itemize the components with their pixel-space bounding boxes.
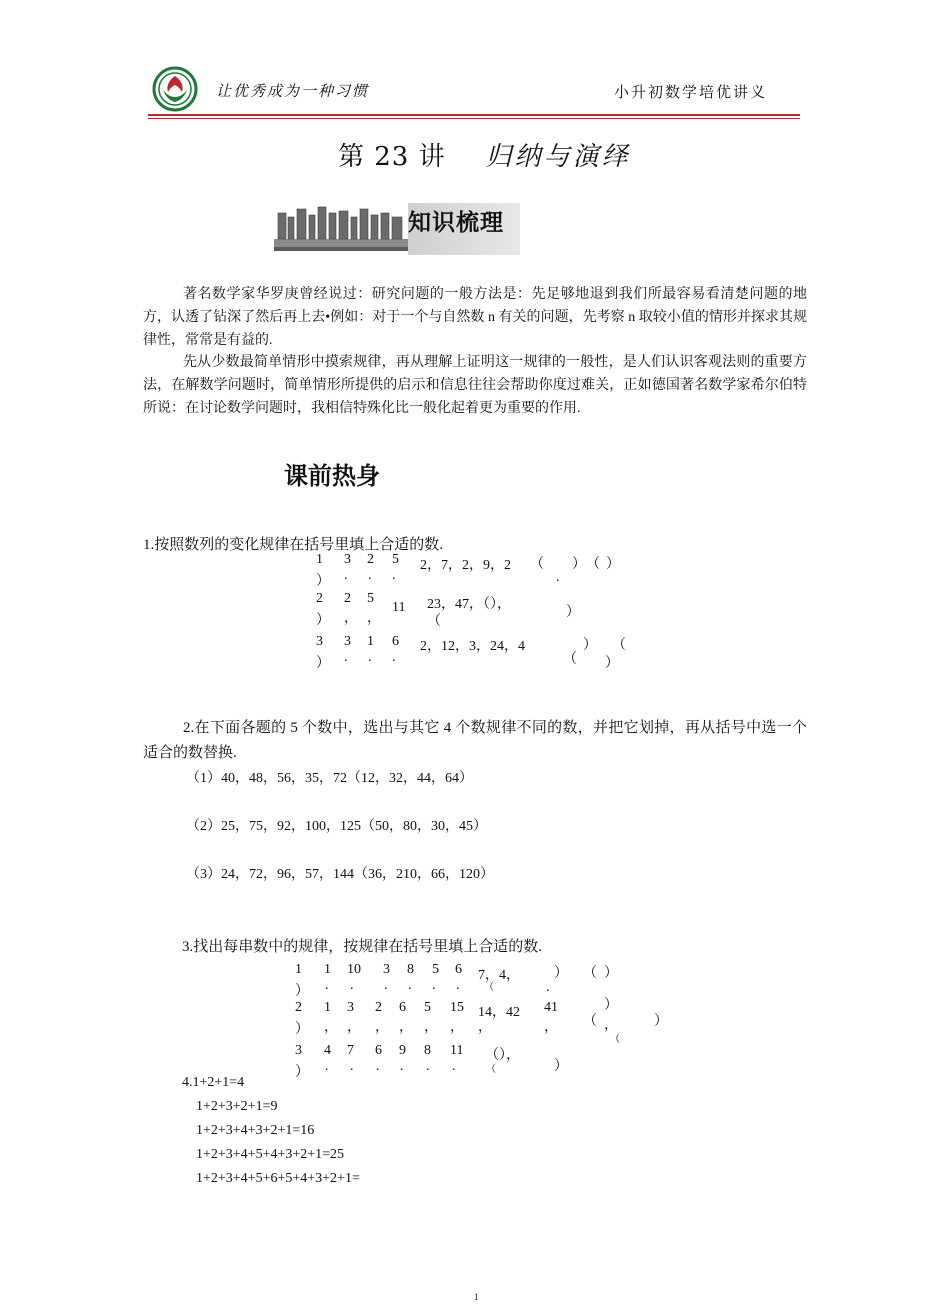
blank-paren: ） [604, 966, 618, 981]
seq-mark: ， [424, 1020, 438, 1035]
seq-mark: . [325, 978, 329, 993]
seq-cell: 5 [432, 962, 439, 977]
seq-mark: ， [344, 611, 358, 626]
seq-cell: 6 [399, 1000, 406, 1015]
blank-paren: （ [563, 652, 577, 667]
blank-paren: ） [554, 1059, 568, 1074]
lecture-number: 第 23 讲 [338, 142, 446, 172]
seq-mark: ） [316, 574, 330, 589]
seq-mark: . [556, 570, 560, 585]
seq-cell: 7 [347, 1043, 354, 1058]
blank-paren: （ [486, 1064, 496, 1075]
seq-mark: ） [316, 656, 330, 671]
header-slogan: 让优秀成为一种习惯 [216, 82, 370, 100]
seq-mark: . [344, 650, 348, 665]
seq-cell: 6 [455, 962, 462, 977]
blank-paren: （ [610, 1034, 620, 1045]
blank-paren: ） [554, 966, 568, 981]
seq-cell: 8 [424, 1043, 431, 1058]
blank-paren: ） [572, 557, 586, 572]
blank-paren: ） [605, 656, 619, 671]
seq-cell: 41 [544, 1000, 558, 1015]
seq-mark: ） [295, 1065, 309, 1080]
seq-mark: ， [399, 1020, 413, 1035]
seq-cell: 3 [316, 634, 323, 649]
question-4-line-2: 1+2+3+2+1=9 [196, 1099, 278, 1114]
seq-mark: ） [295, 1022, 309, 1037]
seq-mark: ， [604, 1018, 618, 1033]
seq-mark: . [456, 978, 460, 993]
seq-cell: 1 [295, 962, 302, 977]
seq-mark: . [350, 1059, 354, 1074]
knowledge-review-heading: 知识梳理 [408, 210, 504, 236]
lecture-topic: 归纳与演绎 [485, 142, 631, 172]
sequence-text: 14，42 [478, 1005, 520, 1020]
seq-cell: 5 [424, 1000, 431, 1015]
header-series-title: 小升初数学培优讲义 [614, 83, 768, 101]
seq-cell: 3 [347, 1000, 354, 1015]
question-2-item-1: （1）40，48，56，35，72（12，32，44，64） [186, 771, 473, 786]
seq-mark: . [400, 1059, 404, 1074]
blank-paren: （ [586, 557, 600, 572]
blank-paren: ） [654, 1014, 668, 1029]
question-2-item-2: （2）25，75，92，100，125（50，80，30，45） [186, 819, 487, 834]
seq-cell: 4 [324, 1043, 331, 1058]
question-4-line-1: 4.1+2+1=4 [182, 1075, 245, 1090]
seq-cell: 10 [347, 962, 361, 977]
seq-cell: 6 [392, 634, 399, 649]
question-4-line-3: 1+2+3+4+3+2+1=16 [196, 1123, 315, 1138]
school-logo [152, 66, 198, 112]
seq-cell: 3 [344, 634, 351, 649]
seq-mark: ， [478, 1020, 492, 1035]
seq-mark: . [325, 1059, 329, 1074]
blank-paren: （ [612, 638, 626, 653]
blank-paren: ） [606, 557, 620, 572]
blank-paren: （ [427, 614, 441, 629]
seq-cell: 3 [344, 552, 351, 567]
seq-cell: 3 [383, 962, 390, 977]
blank-paren: （ [530, 557, 544, 572]
blank-paren: （ [583, 1014, 597, 1029]
seq-mark: ， [367, 611, 381, 626]
seq-cell: 1 [324, 1000, 331, 1015]
question-4-line-4: 1+2+3+4+5+4+3+2+1=25 [196, 1147, 345, 1162]
seq-mark: . [392, 568, 396, 583]
seq-mark: . [432, 978, 436, 993]
seq-mark: . [408, 978, 412, 993]
lecture-title [338, 136, 631, 173]
seq-cell: 11 [450, 1043, 464, 1058]
question-2-stem: 2.在下面各题的 5 个数中，选出与其它 4 个数规律不同的数，并把它划掉，再从括号中选一个适合的数替换. [143, 720, 807, 761]
sequence-text: 23，47，（）， [427, 597, 511, 612]
sequence-text: 2，7，2，9，2 [420, 558, 511, 573]
header-rule-thin [148, 118, 800, 119]
question-3-stem: 3.找出每串数中的规律，按规律在括号里填上合适的数. [182, 939, 543, 955]
warmup-heading: 课前热身 [284, 462, 380, 490]
seq-mark: . [546, 980, 550, 995]
sequence-text: 2，12，3，24，4 [420, 639, 525, 654]
seq-mark: ， [375, 1020, 389, 1035]
seq-cell: 9 [399, 1043, 406, 1058]
blank-paren: （ [583, 966, 597, 981]
seq-mark: . [368, 650, 372, 665]
question-4-line-5: 1+2+3+4+5+6+5+4+3+2+1= [196, 1171, 360, 1186]
seq-cell: 8 [407, 962, 414, 977]
seq-mark: ， [450, 1020, 464, 1035]
seq-cell: 2 [344, 591, 351, 606]
seq-cell: 2 [295, 1000, 302, 1015]
question-2-item-3: （3）24，72，96，57，144（36，210，66，120） [186, 867, 494, 882]
seq-cell: 3 [295, 1043, 302, 1058]
seq-cell: 15 [450, 1000, 464, 1015]
seq-mark: . [384, 978, 388, 993]
seq-cell: 1 [324, 962, 331, 977]
seq-mark: . [452, 1059, 456, 1074]
seq-cell: 5 [367, 591, 374, 606]
seq-mark: . [376, 1059, 380, 1074]
seq-mark: . [344, 568, 348, 583]
seq-cell: 1 [367, 634, 374, 649]
seq-mark: ） [295, 984, 309, 999]
blank-paren: （ [484, 982, 494, 993]
intro-paragraph-1: 著名数学家华罗庚曾经说过：研究问题的一般方法是：先足够地退到我们所最容易看清楚问题的地方，认透了钻深了然后再上去•例如：对于一个与自然数 n 有关的问题，先考察 n 取较小值的情形并探求其规律性，常常是有益的. [143, 287, 807, 348]
seq-mark: ， [544, 1020, 558, 1035]
seq-mark: . [368, 568, 372, 583]
seq-cell: 6 [375, 1043, 382, 1058]
seq-mark: ， [324, 1020, 338, 1035]
seq-cell: 11 [392, 600, 406, 615]
blank-paren: ） [566, 605, 580, 620]
seq-mark: . [426, 1059, 430, 1074]
seq-cell: 2 [367, 552, 374, 567]
seq-mark: . [350, 978, 354, 993]
seq-mark: ， [347, 1020, 361, 1035]
blank-paren: ） [583, 638, 597, 653]
page-number: 1 [474, 1292, 479, 1302]
seq-cell: 2 [375, 1000, 382, 1015]
seq-cell: 1 [316, 552, 323, 567]
blank-paren: ） [604, 998, 618, 1013]
seq-mark: . [392, 650, 396, 665]
seq-mark: ） [316, 613, 330, 628]
sequence-text: 7，4， [478, 968, 520, 983]
question-1-stem: 1.按照数列的变化规律在括号里填上合适的数. [143, 537, 444, 553]
seq-cell: 5 [392, 552, 399, 567]
intro-paragraph-2: 先从少数最简单情形中摸索规律，再从理解上证明这一规律的一般性，是人们认识客观法则的重要方法，在解数学问题时，简单情形所提供的启示和信息往往会帮助你度过难关，正如德国著名数学家希尔伯特所说：在讨论数学问题时，我相信特殊化比一般化起着更为重要的作用. [143, 355, 807, 416]
seq-cell: 2 [316, 591, 323, 606]
sequence-text: （）， [485, 1048, 520, 1063]
header-rule [148, 114, 800, 116]
